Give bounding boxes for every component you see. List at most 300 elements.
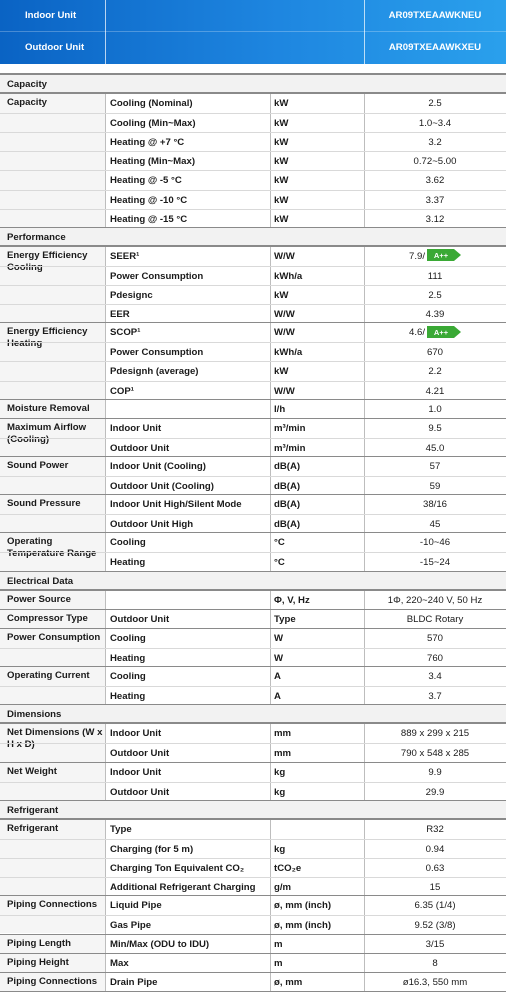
- spec-row: [0, 113, 506, 132]
- row-item: Indoor Unit: [110, 728, 162, 740]
- row-value: [364, 495, 506, 514]
- row-value: [364, 935, 506, 954]
- group-label: Energy Efficiency Cooling: [7, 249, 88, 273]
- spec-group: [0, 590, 506, 609]
- energy-rating-badge: [427, 326, 461, 338]
- spec-row: [0, 323, 506, 342]
- row-item: Outdoor Unit: [110, 748, 170, 760]
- value-text: 9.5: [428, 422, 442, 434]
- row-item: Charging (for 5 m): [110, 843, 194, 855]
- value-text: 1.0: [428, 403, 442, 415]
- spec-row: [0, 552, 506, 571]
- spec-group: [0, 532, 506, 570]
- value-wrap: [426, 171, 445, 190]
- row-unit: g/m: [274, 882, 292, 894]
- value-text: 45: [429, 519, 441, 531]
- row-value: [364, 954, 506, 973]
- spec-row: [0, 533, 506, 552]
- value-wrap: [428, 362, 441, 381]
- row-value: [364, 649, 506, 667]
- spec-row: [0, 438, 506, 457]
- spec-row: [0, 763, 506, 782]
- row-item: Heating @ -10 °C: [110, 194, 188, 206]
- value-wrap: [420, 533, 450, 552]
- section-title: Capacity: [7, 79, 47, 90]
- value-wrap: [426, 840, 445, 859]
- value-wrap: [432, 954, 437, 973]
- row-item: Heating @ -5 °C: [110, 175, 182, 187]
- row-unit: ø, mm (inch): [274, 900, 332, 912]
- row-value: [364, 916, 506, 934]
- row-unit: kW: [274, 213, 289, 225]
- row-unit: kW: [274, 98, 289, 110]
- row-item: SEER¹: [110, 250, 140, 262]
- row-value: [364, 533, 506, 552]
- section-title: Performance: [7, 231, 66, 243]
- row-item: Heating: [110, 691, 146, 703]
- row-value: [364, 457, 506, 476]
- value-wrap: [428, 286, 441, 305]
- row-unit: ø, mm: [274, 976, 303, 988]
- spec-group: [0, 322, 506, 398]
- value-text: 3/15: [425, 938, 445, 950]
- row-unit: dB(A): [274, 481, 301, 493]
- spec-group: [0, 762, 506, 800]
- value-text: ø16.3, 550 mm: [402, 976, 468, 988]
- spec-group: [0, 953, 506, 972]
- value-text: -10~46: [419, 537, 451, 549]
- value-wrap: [407, 610, 464, 629]
- value-text: 3.12: [425, 213, 445, 225]
- row-unit: kWh/a: [274, 270, 303, 282]
- row-item: Gas Pipe: [110, 920, 152, 932]
- group-label: Operating Temperature Range: [7, 536, 97, 560]
- row-item: Heating (Min~Max): [110, 156, 196, 168]
- row-value: [364, 171, 506, 189]
- section-header: [0, 704, 506, 723]
- value-text: 9.9: [428, 766, 442, 778]
- spec-row: [0, 667, 506, 686]
- spec-row: [0, 419, 506, 438]
- spec-group: [0, 246, 506, 322]
- section-header: [0, 800, 506, 819]
- outdoor-unit-label: Outdoor Unit: [25, 42, 85, 53]
- row-item: Indoor Unit High/Silent Mode: [110, 499, 242, 511]
- value-wrap: [409, 323, 461, 342]
- spec-row: [0, 858, 506, 877]
- group-label: Moisture Removal: [7, 402, 90, 414]
- row-item: Indoor Unit: [110, 766, 162, 778]
- value-text: 3.62: [425, 175, 445, 187]
- row-item: Cooling: [110, 537, 146, 549]
- section-header: [0, 571, 506, 590]
- value-wrap: [427, 629, 443, 648]
- spec-row: [0, 820, 506, 839]
- spec-row: [0, 190, 506, 209]
- row-unit: m: [274, 957, 283, 969]
- row-value: [364, 286, 506, 304]
- row-value: [364, 94, 506, 113]
- value-wrap: [419, 114, 451, 133]
- row-unit: W: [274, 632, 284, 644]
- value-text: 889 x 299 x 215: [400, 728, 470, 740]
- row-unit: dB(A): [274, 519, 301, 531]
- spec-row: [0, 648, 506, 667]
- badge-text: A++: [433, 251, 449, 261]
- row-unit: tCO₂e: [274, 863, 302, 875]
- model-header: [0, 0, 506, 64]
- value-text: 4.39: [425, 309, 445, 321]
- spec-row: [0, 285, 506, 304]
- group-label: Piping Connections: [7, 899, 98, 911]
- row-unit: m³/min: [274, 422, 306, 434]
- row-unit: °C: [274, 557, 285, 569]
- row-unit: m: [274, 938, 283, 950]
- value-wrap: [426, 935, 445, 954]
- row-value: [364, 382, 506, 400]
- value-wrap: [428, 667, 441, 686]
- group-label: Capacity: [7, 97, 47, 109]
- row-value: [364, 210, 506, 228]
- value-text: 38/16: [422, 499, 447, 511]
- row-item: Charging Ton Equivalent CO₂: [110, 863, 245, 875]
- value-wrap: [428, 419, 441, 438]
- spec-row: [0, 935, 506, 954]
- value-wrap: [428, 94, 441, 113]
- row-item: Heating @ -15 °C: [110, 213, 188, 225]
- row-unit: Type: [274, 613, 296, 625]
- row-unit: dB(A): [274, 461, 301, 472]
- indoor-unit-label: Indoor Unit: [25, 10, 77, 21]
- spec-row: [0, 94, 506, 113]
- row-item: Drain Pipe: [110, 976, 158, 988]
- value-text: 3.37: [425, 194, 445, 206]
- row-unit: W/W: [274, 327, 295, 339]
- group-label: Piping Connections: [7, 975, 98, 987]
- group-label: Sound Pressure: [7, 498, 81, 510]
- row-value: [364, 820, 506, 839]
- row-item: Pdesignc: [110, 290, 153, 302]
- row-value: [364, 783, 506, 801]
- row-unit: W/W: [274, 250, 295, 262]
- row-unit: kW: [274, 156, 289, 168]
- row-unit: W/W: [274, 309, 295, 321]
- row-item: Power Consumption: [110, 347, 204, 359]
- group-label: Refrigerant: [7, 822, 59, 834]
- value-text: 2.5: [428, 290, 442, 302]
- row-item: Heating: [110, 652, 146, 664]
- value-text: BLDC Rotary: [406, 613, 464, 625]
- value-text: 4.21: [425, 385, 445, 397]
- row-value: [364, 859, 506, 877]
- row-value: [364, 267, 506, 285]
- row-item: Heating @ +7 °C: [110, 137, 185, 149]
- row-value: [364, 515, 506, 533]
- spec-row: [0, 591, 506, 610]
- value-text: 6.35 (1/4): [414, 900, 456, 912]
- value-wrap: [428, 763, 441, 782]
- value-text: 45.0: [425, 442, 445, 454]
- spec-group: [0, 456, 506, 494]
- row-value: [364, 687, 506, 705]
- value-text: 760: [426, 652, 443, 664]
- row-unit: mm: [274, 728, 292, 740]
- row-unit: ø, mm (inch): [274, 920, 332, 932]
- row-unit: l/h: [274, 403, 286, 415]
- spec-row: [0, 896, 506, 915]
- row-value: [364, 667, 506, 686]
- spec-group: [0, 666, 506, 704]
- row-value: [364, 973, 506, 992]
- energy-rating-badge: [427, 249, 461, 261]
- row-unit: dB(A): [274, 499, 301, 511]
- row-unit: kg: [274, 766, 286, 778]
- row-value: [364, 323, 506, 342]
- row-unit: m³/min: [274, 442, 306, 454]
- spec-group: [0, 399, 506, 418]
- value-text: 15: [429, 882, 441, 894]
- row-unit: kW: [274, 175, 289, 187]
- value-text: 670: [426, 347, 443, 359]
- spec-row: [0, 724, 506, 743]
- row-item: Cooling (Nominal): [110, 98, 193, 110]
- group-label: Energy Efficiency Heating: [7, 326, 88, 350]
- group-label: Sound Power: [7, 460, 69, 471]
- spec-row: [0, 877, 506, 896]
- row-item: Outdoor Unit: [110, 613, 170, 625]
- row-value: [364, 191, 506, 209]
- row-value: [364, 878, 506, 896]
- group-label: Piping Height: [7, 956, 69, 968]
- spec-group: [0, 723, 506, 761]
- row-item: Outdoor Unit: [110, 442, 170, 454]
- spec-group: [0, 819, 506, 895]
- value-text: 1.0~3.4: [418, 118, 452, 130]
- row-value: [364, 114, 506, 132]
- value-text: 8: [432, 957, 438, 969]
- value-text: 4.6/: [408, 327, 425, 339]
- value-wrap: [414, 152, 457, 171]
- value-text: -15~24: [419, 557, 451, 569]
- row-unit: °C: [274, 537, 285, 549]
- row-value: [364, 362, 506, 380]
- badge-text: A++: [433, 327, 449, 337]
- row-item: Liquid Pipe: [110, 900, 162, 912]
- row-value: [364, 343, 506, 361]
- spec-row: [0, 209, 506, 228]
- value-text: 0.63: [425, 863, 445, 875]
- row-value: [364, 763, 506, 782]
- outdoor-model: AR09TXEAAWKXEU: [388, 42, 482, 53]
- row-unit: kg: [274, 843, 286, 855]
- row-item: COP¹: [110, 385, 134, 397]
- row-value: [364, 840, 506, 858]
- header-gap: [0, 64, 506, 74]
- row-value: [364, 247, 506, 266]
- row-value: [364, 629, 506, 648]
- spec-row: [0, 495, 506, 514]
- value-wrap: [423, 495, 447, 514]
- spec-row: [0, 170, 506, 189]
- group-label: Piping Length: [7, 937, 71, 949]
- value-wrap: [427, 343, 443, 362]
- row-value: [364, 744, 506, 762]
- section-title: Electrical Data: [7, 575, 74, 587]
- row-unit: kWh/a: [274, 347, 303, 359]
- row-value: [364, 896, 506, 915]
- row-value: [364, 610, 506, 629]
- value-text: 59: [429, 481, 441, 493]
- row-unit: kW: [274, 194, 289, 206]
- row-unit: A: [274, 671, 281, 683]
- row-unit: A: [274, 691, 281, 703]
- row-item: Outdoor Unit: [110, 786, 170, 798]
- value-text: 3.4: [428, 671, 442, 683]
- spec-row: [0, 514, 506, 533]
- row-item: Indoor Unit (Cooling): [110, 461, 206, 472]
- value-text: 2.5: [428, 98, 442, 110]
- value-text: 3.7: [428, 691, 442, 703]
- value-wrap: [428, 133, 441, 152]
- row-item: Max: [110, 957, 129, 969]
- value-wrap: [403, 973, 468, 992]
- row-item: Power Consumption: [110, 270, 204, 282]
- spec-row: [0, 954, 506, 973]
- row-value: [364, 477, 506, 495]
- value-wrap: [401, 724, 469, 743]
- value-text: 3.2: [428, 137, 442, 149]
- section-title: Refrigerant: [7, 804, 59, 816]
- group-label: Compressor Type: [7, 612, 88, 624]
- row-item: Outdoor Unit High: [110, 519, 194, 531]
- row-item: Heating: [110, 557, 146, 569]
- value-wrap: [428, 400, 441, 419]
- spec-row: [0, 151, 506, 170]
- value-text: 790 x 548 x 285: [400, 748, 470, 760]
- row-unit: W/W: [274, 385, 295, 397]
- value-wrap: [426, 820, 444, 839]
- spec-group: [0, 494, 506, 532]
- spec-group: [0, 93, 506, 227]
- row-value: [364, 133, 506, 151]
- row-value: [364, 400, 506, 419]
- value-text: 2.2: [428, 366, 442, 378]
- row-unit: Φ, V, Hz: [274, 594, 310, 606]
- spec-row: [0, 973, 506, 992]
- row-value: [364, 591, 506, 610]
- spec-row: [0, 476, 506, 495]
- row-value: [364, 553, 506, 571]
- value-text: R32: [426, 823, 444, 835]
- row-item: Cooling (Min~Max): [110, 118, 196, 130]
- spec-group: [0, 628, 506, 666]
- section-header: [0, 227, 506, 246]
- value-text: 57: [429, 461, 441, 472]
- group-label: Net Weight: [7, 765, 57, 777]
- indoor-model: AR09TXEAAWKNEU: [388, 10, 482, 21]
- value-wrap: [426, 859, 445, 878]
- row-unit: kW: [274, 137, 289, 149]
- spec-row: [0, 915, 506, 934]
- value-text: 0.72~5.00: [413, 156, 457, 168]
- row-value: [364, 439, 506, 457]
- row-unit: mm: [274, 748, 292, 760]
- row-unit: kW: [274, 366, 289, 378]
- spec-group: [0, 609, 506, 628]
- row-unit: kW: [274, 118, 289, 130]
- value-wrap: [428, 267, 443, 286]
- value-text: 0.94: [425, 843, 445, 855]
- group-label: Power Consumption: [7, 631, 101, 643]
- row-item: Additional Refrigerant Charging: [110, 882, 256, 894]
- value-wrap: [409, 247, 461, 266]
- row-item: Outdoor Unit (Cooling): [110, 481, 214, 493]
- group-label: Maximum Airflow (Cooling): [7, 421, 87, 445]
- value-text: 111: [427, 270, 443, 282]
- value-text: 29.9: [425, 786, 445, 798]
- spec-row: [0, 686, 506, 705]
- row-item: Indoor Unit: [110, 422, 162, 434]
- spec-row: [0, 457, 506, 476]
- group-label: Net Dimensions (W x H x D): [7, 727, 103, 751]
- value-wrap: [430, 457, 441, 476]
- row-value: [364, 305, 506, 323]
- group-label: Operating Current: [7, 670, 90, 682]
- row-item: SCOP¹: [110, 327, 141, 339]
- spec-row: [0, 132, 506, 151]
- header-column-divider: [105, 0, 106, 64]
- spec-group: [0, 934, 506, 953]
- spec-group: [0, 418, 506, 456]
- spec-row: [0, 266, 506, 285]
- spec-row: [0, 743, 506, 762]
- spec-row: [0, 304, 506, 323]
- row-unit: kg: [274, 786, 286, 798]
- spec-row: [0, 381, 506, 400]
- spec-row: [0, 782, 506, 801]
- spec-group: [0, 895, 506, 933]
- value-text: 570: [426, 632, 443, 644]
- section-title: Dimensions: [7, 709, 62, 721]
- header-divider: [0, 31, 506, 32]
- value-text: 9.52 (3/8): [414, 920, 456, 932]
- table-bottom-border: [0, 991, 506, 992]
- row-value: [364, 419, 506, 438]
- row-item: EER: [110, 309, 130, 321]
- row-item: Pdesignh (average): [110, 366, 199, 378]
- value-wrap: [414, 896, 455, 915]
- spec-row: [0, 610, 506, 629]
- row-item: Cooling: [110, 671, 146, 683]
- spec-row: [0, 400, 506, 419]
- spec-row: [0, 629, 506, 648]
- row-unit: W: [274, 652, 284, 664]
- spec-row: [0, 247, 506, 266]
- spec-row: [0, 839, 506, 858]
- group-label: Power Source: [7, 593, 71, 605]
- spec-row: [0, 361, 506, 380]
- row-item: Min/Max (ODU to IDU): [110, 938, 210, 950]
- row-item: Cooling: [110, 632, 146, 644]
- row-item: Type: [110, 823, 132, 835]
- row-value: [364, 152, 506, 170]
- section-header: [0, 74, 506, 93]
- spec-row: [0, 342, 506, 361]
- spec-group: [0, 972, 506, 991]
- value-wrap: [426, 191, 445, 210]
- value-text: 7.9/: [408, 250, 425, 262]
- row-unit: kW: [274, 290, 289, 302]
